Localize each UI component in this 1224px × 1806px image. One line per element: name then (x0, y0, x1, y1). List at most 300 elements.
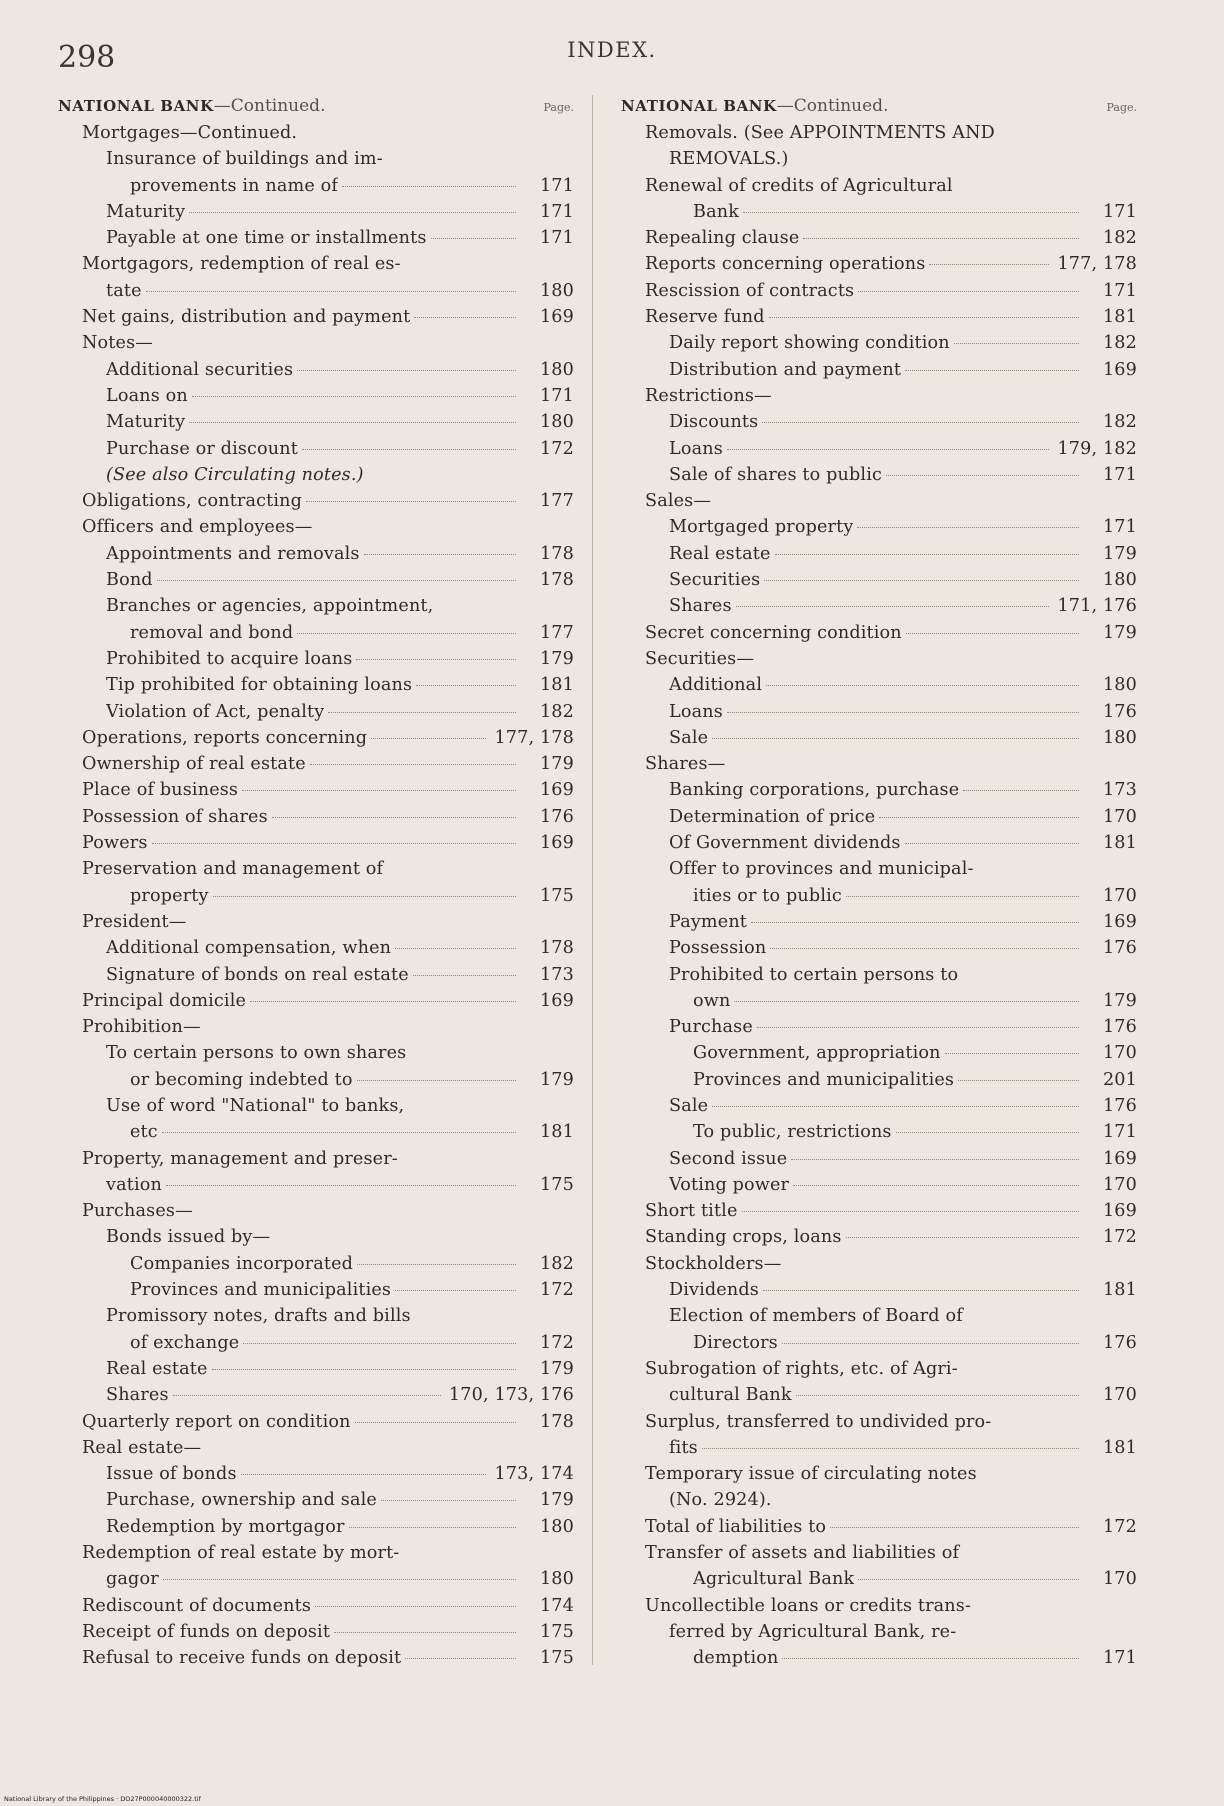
index-entry (58, 1540, 574, 1566)
index-entry (621, 646, 1137, 672)
entry-page-ref: 179 (539, 1490, 574, 1511)
entry-text: tate (106, 280, 142, 301)
entry-text: Notes— (82, 333, 153, 354)
entry-text: Payment (669, 911, 748, 932)
dot-leader (364, 554, 516, 555)
entry-page-ref: 178 (539, 570, 574, 591)
index-entry (58, 699, 574, 725)
index-entry (58, 1330, 574, 1356)
entry-text: Banking corporations, purchase (669, 780, 960, 801)
dot-leader (769, 317, 1079, 318)
index-entry (58, 1119, 574, 1145)
entry-text: ities or to public (693, 885, 842, 906)
entry-text: Directors (693, 1332, 778, 1353)
index-entry (58, 988, 574, 1014)
entry-page-ref: 170 (1102, 1043, 1137, 1064)
entry-text: own (693, 990, 731, 1011)
entry-text: Preservation and management of (82, 859, 384, 880)
index-entry (621, 1356, 1137, 1382)
index-entry (58, 436, 574, 462)
index-entry (58, 1435, 574, 1461)
entry-text: Operations, reports concerning (82, 727, 368, 748)
entry-text: Daily report showing condition (669, 333, 950, 354)
index-entry (621, 935, 1137, 961)
dot-leader (757, 1027, 1079, 1028)
entry-page-ref: 180 (1102, 675, 1137, 696)
index-entry (621, 699, 1137, 725)
dot-leader (192, 396, 516, 397)
index-entry (621, 1224, 1137, 1250)
entry-text: Stockholders— (645, 1253, 782, 1274)
index-entry (621, 777, 1137, 803)
index-entry (58, 1382, 574, 1408)
column-heading (621, 96, 1137, 120)
dot-leader (712, 1106, 1079, 1107)
entry-page-ref: 176 (539, 806, 574, 827)
dot-leader (342, 186, 516, 187)
index-entry (621, 514, 1137, 540)
entry-page-ref: 179 (1102, 990, 1137, 1011)
entry-text: Standing crops, loans (645, 1227, 842, 1248)
dot-leader (416, 685, 516, 686)
index-entry (621, 909, 1137, 935)
entry-text: Prohibition— (82, 1017, 201, 1038)
dot-leader (782, 1343, 1079, 1344)
entry-text: Sale (669, 727, 709, 748)
dot-leader (395, 1290, 516, 1291)
index-entry (621, 804, 1137, 830)
entry-text: Short title (645, 1201, 738, 1222)
dot-leader (929, 264, 1049, 265)
entry-text: Net gains, distribution and payment (82, 307, 411, 328)
entry-page-ref: 170 (1102, 1569, 1137, 1590)
entry-page-ref: 178 (539, 543, 574, 564)
entry-text: Purchases— (82, 1201, 193, 1222)
dot-leader (762, 422, 1079, 423)
entry-text: Securities— (645, 648, 755, 669)
entry-text: Sale of shares to public (669, 464, 882, 485)
entry-text: Violation of Act, penalty (106, 701, 325, 722)
index-column-right (621, 96, 1137, 1672)
index-entry (58, 883, 574, 909)
entry-text: Insurance of buildings and im- (106, 149, 383, 170)
entry-page-ref: 180 (539, 1516, 574, 1537)
index-entry (621, 593, 1137, 619)
entry-page-ref: 171 (539, 228, 574, 249)
index-entry (621, 883, 1137, 909)
entry-page-ref: 179 (1102, 622, 1137, 643)
entry-page-ref: 178 (539, 938, 574, 959)
dot-leader (250, 1001, 516, 1002)
dot-leader (830, 1527, 1079, 1528)
dot-leader (157, 580, 516, 581)
index-entry (621, 1409, 1137, 1435)
entry-text: REMOVALS.) (669, 149, 789, 170)
entry-text: Quarterly report on condition (82, 1411, 351, 1432)
heading-title: NATIONAL BANK (621, 97, 777, 115)
entry-page-ref: 172 (1102, 1227, 1137, 1248)
heading-continued: —Continued. (776, 96, 889, 116)
index-entry (58, 1514, 574, 1540)
dot-leader (846, 896, 1079, 897)
entry-text: Rescission of contracts (645, 280, 855, 301)
index-entry (621, 1330, 1137, 1356)
dot-leader (858, 291, 1079, 292)
dot-leader (405, 1658, 516, 1659)
entry-text: Appointments and removals (106, 543, 360, 564)
index-entry (621, 304, 1137, 330)
dot-leader (146, 291, 516, 292)
entry-text: Mortgaged property (669, 517, 854, 538)
index-entry (58, 462, 574, 488)
entry-text: provements in name of (130, 175, 339, 196)
entry-text: Total of liabilities to (645, 1516, 827, 1537)
entry-text: Distribution and payment (669, 359, 902, 380)
entry-text: Loans (669, 701, 723, 722)
index-entry (58, 1487, 574, 1513)
dot-leader (742, 1211, 1079, 1212)
dot-leader (963, 790, 1079, 791)
entry-text: Signature of bonds on real estate (106, 964, 409, 985)
entry-text: Shares (106, 1385, 169, 1406)
index-entry (58, 804, 574, 830)
index-entry (58, 620, 574, 646)
entry-text: Additional (669, 675, 763, 696)
entry-text: Property, management and preser- (82, 1148, 398, 1169)
entry-text: Place of business (82, 780, 239, 801)
dot-leader (189, 422, 516, 423)
page-number: 298 (58, 40, 116, 75)
entry-text: Reserve fund (645, 307, 765, 328)
entry-page-ref: 179 (539, 1358, 574, 1379)
dot-leader (846, 1237, 1079, 1238)
entry-text: Maturity (106, 201, 186, 222)
entry-page-ref: 182 (539, 701, 574, 722)
entry-text: Possession (669, 938, 767, 959)
entry-text: Securities (669, 570, 761, 591)
index-entry (58, 1356, 574, 1382)
entry-page-ref: 171 (539, 175, 574, 196)
entry-text: Provinces and municipalities (130, 1280, 392, 1301)
entry-page-ref: 177, 178 (1057, 254, 1137, 275)
index-entry (621, 725, 1137, 751)
entry-page-ref: 170 (1102, 1385, 1137, 1406)
entry-page-ref: 175 (539, 1174, 574, 1195)
index-entry (621, 1593, 1137, 1619)
heading-title: NATIONAL BANK (58, 97, 214, 115)
index-entry (58, 1409, 574, 1435)
entry-text: Voting power (669, 1174, 790, 1195)
entry-text: Payable at one time or installments (106, 228, 427, 249)
entry-text: Companies incorporated (130, 1253, 354, 1274)
index-entry (58, 409, 574, 435)
entry-page-ref: 181 (539, 1122, 574, 1143)
entry-text: demption (693, 1648, 779, 1669)
index-entry (621, 436, 1137, 462)
entry-text: Purchase (669, 1017, 753, 1038)
index-entry (58, 1277, 574, 1303)
entry-text: Mortgagors, redemption of real es- (82, 254, 401, 275)
index-entry (621, 1645, 1137, 1671)
entry-text: President— (82, 911, 187, 932)
index-entry (621, 383, 1137, 409)
index-entry (58, 383, 574, 409)
entry-text: Ownership of real estate (82, 754, 306, 775)
index-entry (58, 567, 574, 593)
dot-leader (189, 212, 516, 213)
dot-leader (751, 922, 1079, 923)
index-entry (58, 856, 574, 882)
entry-page-ref: 171 (539, 385, 574, 406)
entry-page-ref: 169 (1102, 1201, 1137, 1222)
scan-source-note: National Library of the Philippines · DO27P000040000322.tif (4, 1795, 201, 1803)
index-entry (621, 146, 1137, 172)
index-entry (58, 1251, 574, 1277)
entry-page-ref: 176 (1102, 1095, 1137, 1116)
entry-text: Offer to provinces and municipal- (669, 859, 974, 880)
entry-page-ref: 169 (1102, 359, 1137, 380)
entry-page-ref: 182 (539, 1253, 574, 1274)
dot-leader (791, 1159, 1079, 1160)
index-entry (621, 1067, 1137, 1093)
dot-leader (857, 527, 1079, 528)
entry-text: Bond (106, 570, 153, 591)
dot-leader (712, 738, 1079, 739)
entry-text: Possession of shares (82, 806, 268, 827)
entry-text: Real estate (669, 543, 771, 564)
index-entry (621, 1435, 1137, 1461)
entry-text: (No. 2924). (669, 1490, 772, 1511)
entry-text: Purchase, ownership and sale (106, 1490, 377, 1511)
index-entry (621, 1093, 1137, 1119)
entry-text: etc (130, 1122, 158, 1143)
entry-text: Purchase or discount (106, 438, 298, 459)
entry-page-ref: 180 (1102, 727, 1137, 748)
index-entry (621, 278, 1137, 304)
dot-leader (945, 1053, 1079, 1054)
index-entry (58, 646, 574, 672)
index-entry (58, 725, 574, 751)
entry-text: Restrictions— (645, 385, 772, 406)
entry-page-ref: 182 (1102, 228, 1137, 249)
entry-page-ref: 169 (539, 780, 574, 801)
entry-page-ref: 179 (1102, 543, 1137, 564)
entry-page-ref: 175 (539, 885, 574, 906)
dot-leader (743, 212, 1079, 213)
entry-text: Surplus, transferred to undivided pro- (645, 1411, 992, 1432)
entry-page-ref: 171 (1102, 280, 1137, 301)
index-entry (58, 1040, 574, 1066)
index-entry (621, 1566, 1137, 1592)
index-entry (621, 1540, 1137, 1566)
index-entry (58, 1461, 574, 1487)
entry-page-ref: 181 (1102, 1437, 1137, 1458)
dot-leader (173, 1395, 441, 1396)
dot-leader (763, 1290, 1079, 1291)
dot-leader (896, 1132, 1079, 1133)
entry-text: Redemption by mortgagor (106, 1516, 345, 1537)
dot-leader (357, 1080, 516, 1081)
entry-page-ref: 181 (539, 675, 574, 696)
entry-text: Issue of bonds (106, 1464, 237, 1485)
entry-text: Principal domicile (82, 990, 247, 1011)
entry-text: of exchange (130, 1332, 240, 1353)
index-entry (621, 1487, 1137, 1513)
index-entry (621, 409, 1137, 435)
index-entry (621, 1014, 1137, 1040)
entry-text: Provinces and municipalities (693, 1069, 955, 1090)
page-column-label: Page. (543, 101, 574, 114)
entry-page-ref: 173, 174 (494, 1464, 574, 1485)
entry-text: Receipt of funds on deposit (82, 1621, 331, 1642)
index-entry (58, 278, 574, 304)
entry-page-ref: 169 (539, 990, 574, 1011)
entry-page-ref: 170, 173, 176 (448, 1385, 574, 1406)
index-entry (621, 251, 1137, 277)
dot-leader (272, 817, 516, 818)
dot-leader (414, 317, 516, 318)
entry-page-ref: 177 (539, 491, 574, 512)
dot-leader (297, 370, 516, 371)
index-entry (621, 620, 1137, 646)
index-entry (621, 830, 1137, 856)
dot-leader (242, 790, 516, 791)
dot-leader (736, 606, 1050, 607)
entry-text: Discounts (669, 412, 759, 433)
entry-page-ref: 172 (539, 1280, 574, 1301)
index-entry (621, 1619, 1137, 1645)
index-entry (58, 1303, 574, 1329)
dot-leader (954, 343, 1079, 344)
dot-leader (775, 554, 1080, 555)
index-entry (58, 935, 574, 961)
index-entry (621, 856, 1137, 882)
dot-leader (356, 659, 516, 660)
entry-page-ref: 179 (539, 754, 574, 775)
entry-page-ref: 169 (539, 833, 574, 854)
dot-leader (431, 238, 517, 239)
index-entry (58, 1067, 574, 1093)
dot-leader (793, 1185, 1079, 1186)
entry-text: Election of members of Board of (669, 1306, 963, 1327)
page-column-label: Page. (1106, 101, 1137, 114)
dot-leader (315, 1606, 516, 1607)
entry-page-ref: 171 (1102, 1122, 1137, 1143)
dot-leader (213, 896, 516, 897)
dot-leader (727, 449, 1050, 450)
entry-page-ref: 179 (539, 648, 574, 669)
entry-page-ref: 170 (1102, 806, 1137, 827)
entry-page-ref: 171, 176 (1057, 596, 1137, 617)
entry-text: Shares (669, 596, 732, 617)
index-entry (621, 357, 1137, 383)
entry-page-ref: 180 (1102, 570, 1137, 591)
dot-leader (152, 843, 516, 844)
dot-leader (349, 1527, 516, 1528)
entry-text: Prohibited to acquire loans (106, 648, 353, 669)
entry-text: Sales— (645, 491, 712, 512)
index-entry (58, 146, 574, 172)
dot-leader (371, 738, 486, 739)
entry-text: Use of word "National" to banks, (106, 1095, 405, 1116)
index-entry (621, 1277, 1137, 1303)
dot-leader (958, 1080, 1079, 1081)
index-entry (58, 672, 574, 698)
index-entry (621, 672, 1137, 698)
entry-page-ref: 171 (1102, 464, 1137, 485)
dot-leader (905, 843, 1079, 844)
heading-continued: —Continued. (213, 96, 326, 116)
index-entry (58, 488, 574, 514)
running-title: INDEX. (567, 38, 657, 62)
entry-page-ref: 181 (1102, 833, 1137, 854)
index-entry (58, 1093, 574, 1119)
entry-text: vation (106, 1174, 162, 1195)
entry-text: Agricultural Bank (693, 1569, 855, 1590)
entry-text: Government, appropriation (693, 1043, 941, 1064)
entry-text: ferred by Agricultural Bank, re- (669, 1621, 957, 1642)
entry-text: Second issue (669, 1148, 788, 1169)
entry-page-ref: 170 (1102, 885, 1137, 906)
entry-page-ref: 171 (1102, 201, 1137, 222)
index-entry (621, 1198, 1137, 1224)
entry-text: Prohibited to certain persons to (669, 964, 959, 985)
entry-page-ref: 175 (539, 1648, 574, 1669)
index-entry (58, 1645, 574, 1671)
entry-text: Loans on (106, 385, 188, 406)
index-entry (621, 1382, 1137, 1408)
dot-leader (357, 1264, 516, 1265)
dot-leader (886, 475, 1079, 476)
entry-text: fits (669, 1437, 698, 1458)
entry-page-ref: 180 (539, 280, 574, 301)
entry-page-ref: 175 (539, 1621, 574, 1642)
column-divider (592, 95, 593, 1665)
entry-text: Transfer of assets and liabilities of (645, 1543, 960, 1564)
index-entry (621, 225, 1137, 251)
dot-leader (243, 1343, 516, 1344)
entry-page-ref: 171 (1102, 1648, 1137, 1669)
entry-page-ref: 178 (539, 1411, 574, 1432)
entry-text: Real estate (106, 1358, 208, 1379)
entry-page-ref: 177, 178 (494, 727, 574, 748)
entry-page-ref: 176 (1102, 1332, 1137, 1353)
index-entry (58, 830, 574, 856)
index-entry (58, 304, 574, 330)
entry-text: Tip prohibited for obtaining loans (106, 675, 413, 696)
entry-page-ref: 176 (1102, 701, 1137, 722)
index-entry (621, 988, 1137, 1014)
index-entry (58, 357, 574, 383)
dot-leader (879, 817, 1079, 818)
index-entry (58, 593, 574, 619)
entry-text: Additional compensation, when (106, 938, 392, 959)
index-entry (58, 1593, 574, 1619)
entry-text: Redemption of real estate by mort- (82, 1543, 400, 1564)
entry-text: Dividends (669, 1280, 759, 1301)
entry-text: Sale (669, 1095, 709, 1116)
dot-leader (764, 580, 1079, 581)
entry-page-ref: 176 (1102, 938, 1137, 959)
index-entry (621, 962, 1137, 988)
entry-page-ref: 179, 182 (1057, 438, 1137, 459)
dot-leader (905, 370, 1079, 371)
entry-page-ref: 180 (539, 1569, 574, 1590)
dot-leader (334, 1632, 516, 1633)
entry-text: (See also Circulating notes.) (106, 464, 364, 485)
index-entry (621, 330, 1137, 356)
dot-leader (782, 1658, 1079, 1659)
